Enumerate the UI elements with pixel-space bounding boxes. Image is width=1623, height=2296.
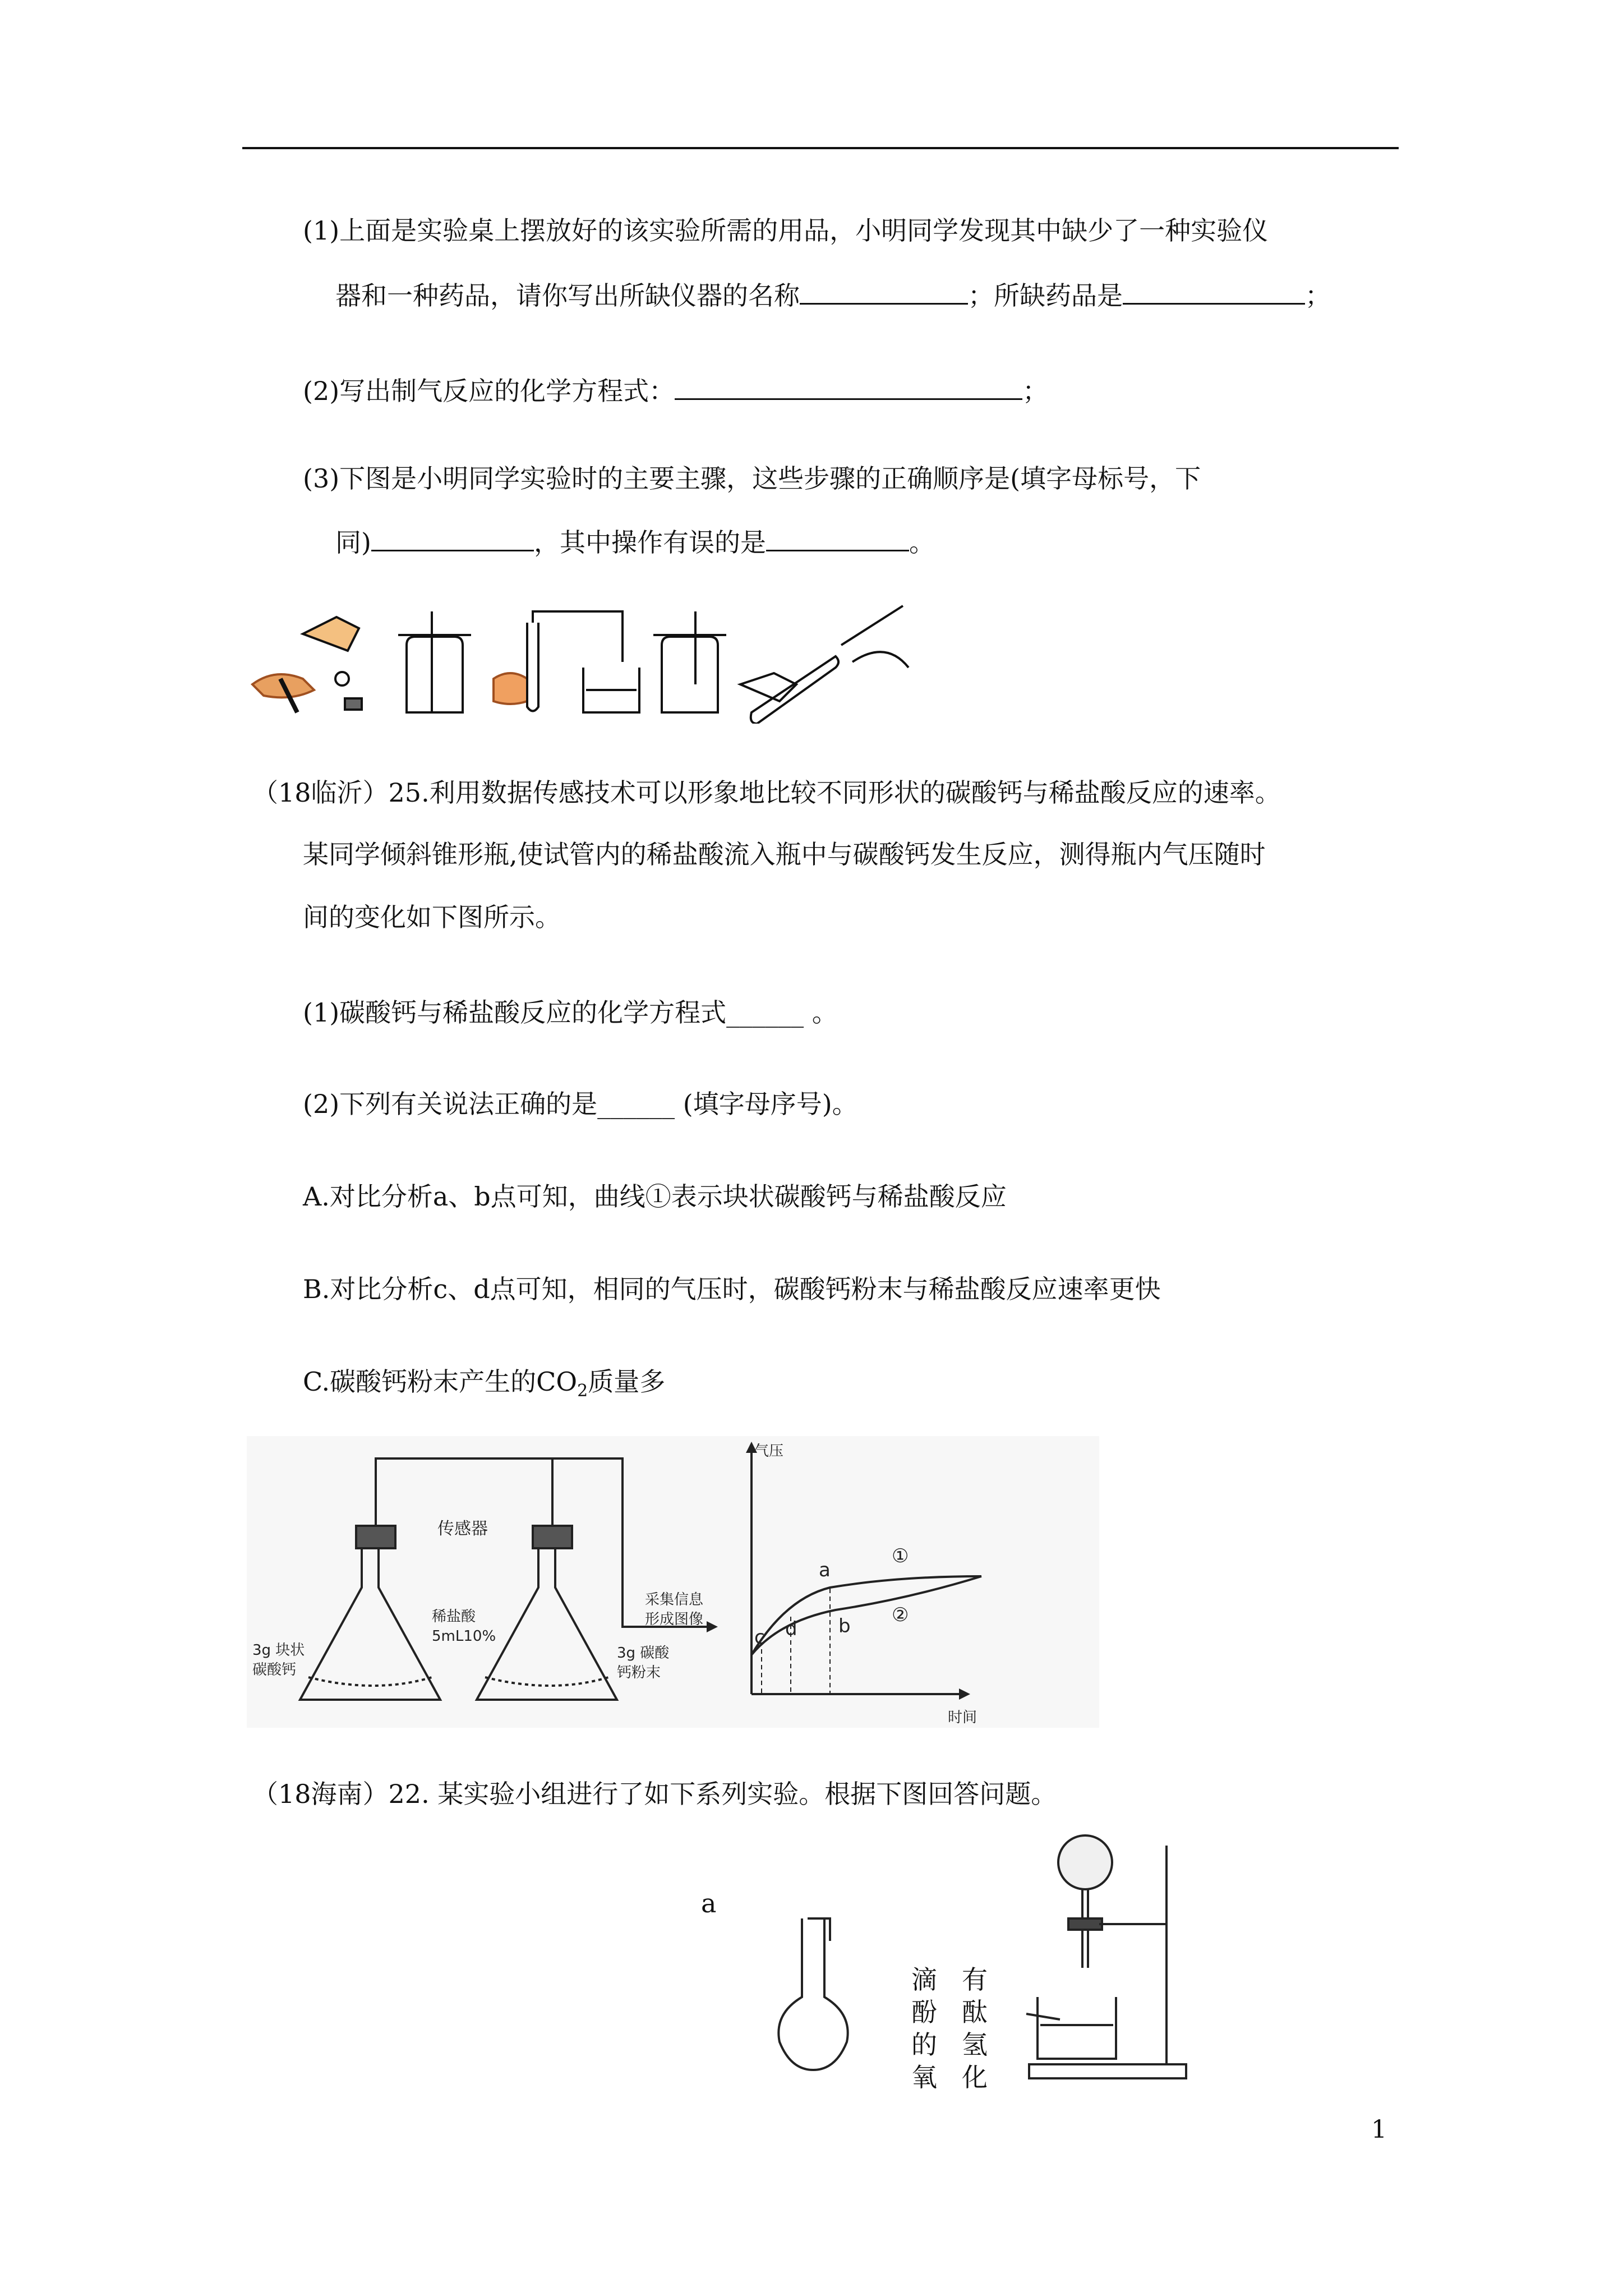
q3-col1-char-4: 氧 xyxy=(911,2062,937,2092)
curve-1-label: ① xyxy=(892,1545,909,1567)
q1-part1-line1: (1)上面是实验桌上摆放好的该实验所需的用品，小明同学发现其中缺少了一种实验仪 xyxy=(303,215,1269,246)
q2-intro-line3: 间的变化如下图所示。 xyxy=(303,902,561,932)
right-flask-label-2: 钙粉末 xyxy=(617,1664,661,1681)
q1-part2-line xyxy=(303,376,1048,404)
right-flask-label-1: 3g 碳酸 xyxy=(617,1645,670,1662)
curve-2-label: ② xyxy=(892,1604,909,1626)
point-c-label: c xyxy=(754,1626,765,1649)
answer-blank-equation[interactable] xyxy=(675,376,1022,400)
q1-part1-text-b: ；所缺药品是 xyxy=(968,280,1123,311)
q1-part3-text-b: ，其中操作有误的是 xyxy=(533,527,766,558)
step-add-liquid-icon xyxy=(740,606,909,724)
point-b-label: b xyxy=(838,1615,851,1637)
q1-part3-text-c: 。 xyxy=(909,527,935,558)
step-collect-gas-icon xyxy=(653,611,726,712)
q2-option-c-end: 质量多 xyxy=(588,1366,666,1397)
answer-blank-reagent[interactable] xyxy=(1123,280,1305,305)
q3-col2-char-2: 酞 xyxy=(962,1997,988,2027)
acid-label-2: 5mL10% xyxy=(432,1628,496,1645)
q2-option-c xyxy=(303,1366,666,1401)
q1-part3-line2 xyxy=(335,527,935,558)
q3-intro: （18海南）22. 某实验小组进行了如下系列实验。根据下图回答问题。 xyxy=(252,1779,1057,1809)
experiment-steps-figure xyxy=(247,600,953,724)
collect-label-1: 采集信息 xyxy=(645,1591,704,1608)
q1-part2-text: (2)写出制气反应的化学方程式： xyxy=(303,376,675,406)
q1-part1-line2 xyxy=(335,280,1331,309)
acid-label-1: 稀盐酸 xyxy=(432,1608,476,1625)
q2-intro-line2: 某同学倾斜锥形瓶,使试管内的稀盐酸流入瓶中与碳酸钙发生反应，测得瓶内气压随时 xyxy=(303,839,1266,869)
collect-label-2: 形成图像 xyxy=(645,1611,704,1628)
point-d-label: d xyxy=(785,1618,797,1640)
q3-col2-char-3: 氢 xyxy=(962,2030,988,2060)
step-airtightness-check-icon xyxy=(494,611,639,712)
header-rule xyxy=(242,147,1399,149)
q2-option-a: A.对比分析a、b点可知，曲线①表示块状碳酸钙与稀盐酸反应 xyxy=(303,1181,1007,1212)
pressure-sensor-figure xyxy=(247,1436,1099,1728)
page-number: 1 xyxy=(1371,2115,1387,2144)
step-gas-jar-icon xyxy=(398,611,471,712)
q2-intro-line1: （18临沂）25.利用数据传感技术可以形象地比较不同形状的碳酸钙与稀盐酸反应的速率。 xyxy=(252,777,1281,808)
pressure-axis-label: 气压 xyxy=(754,1443,784,1460)
step-pouring-reagent-icon xyxy=(252,617,362,712)
q3-col1-char-1: 滴 xyxy=(911,1964,937,1995)
q2-option-b: B.对比分析c、d点可知，相同的气压时，碳酸钙粉末与稀盐酸反应速率更快 xyxy=(303,1274,1161,1304)
q3-col1-char-2: 酚 xyxy=(911,1997,937,2027)
time-axis-label: 时间 xyxy=(948,1709,978,1726)
q1-part3-text-a: 同) xyxy=(335,527,371,558)
q2-sub2: (2)下列有关说法正确的是______ (填字母序号)。 xyxy=(303,1089,858,1119)
q3-text-column-1 xyxy=(911,1963,945,2093)
answer-blank-instrument[interactable] xyxy=(800,280,968,305)
left-flask-label-2: 碳酸钙 xyxy=(252,1662,297,1678)
q1-part2-end: ； xyxy=(1022,376,1049,406)
left-flask-label-1: 3g 块状 xyxy=(252,1642,305,1659)
q2-sub1: (1)碳酸钙与稀盐酸反应的化学方程式______ 。 xyxy=(303,997,838,1028)
q3-col2-char-4: 化 xyxy=(962,2062,988,2092)
answer-blank-order[interactable] xyxy=(371,527,534,551)
co2-subscript: 2 xyxy=(577,1381,588,1401)
separatory-funnel-apparatus-icon xyxy=(1015,1829,1195,2092)
point-a-label: a xyxy=(819,1559,831,1581)
answer-blank-error[interactable] xyxy=(766,527,909,551)
q3-text-column-2 xyxy=(962,1963,995,2093)
q3-label-a: a xyxy=(701,1888,717,1918)
q3-col2-char-1: 有 xyxy=(962,1964,988,1995)
q1-part3-line1: (3)下图是小明同学实验时的主要主骤，这些步骤的正确顺序是(填字母标号，下 xyxy=(303,463,1201,494)
q1-part1-text-c: ； xyxy=(1305,280,1331,311)
round-flask-icon xyxy=(774,1907,852,2081)
q3-col1-char-3: 的 xyxy=(911,2030,937,2060)
q2-option-c-text: C.碳酸钙粉末产生的CO xyxy=(303,1366,578,1397)
q1-part1-text-a: 器和一种药品，请你写出所缺仪器的名称 xyxy=(335,280,800,311)
sensor-label: 传感器 xyxy=(437,1519,488,1539)
